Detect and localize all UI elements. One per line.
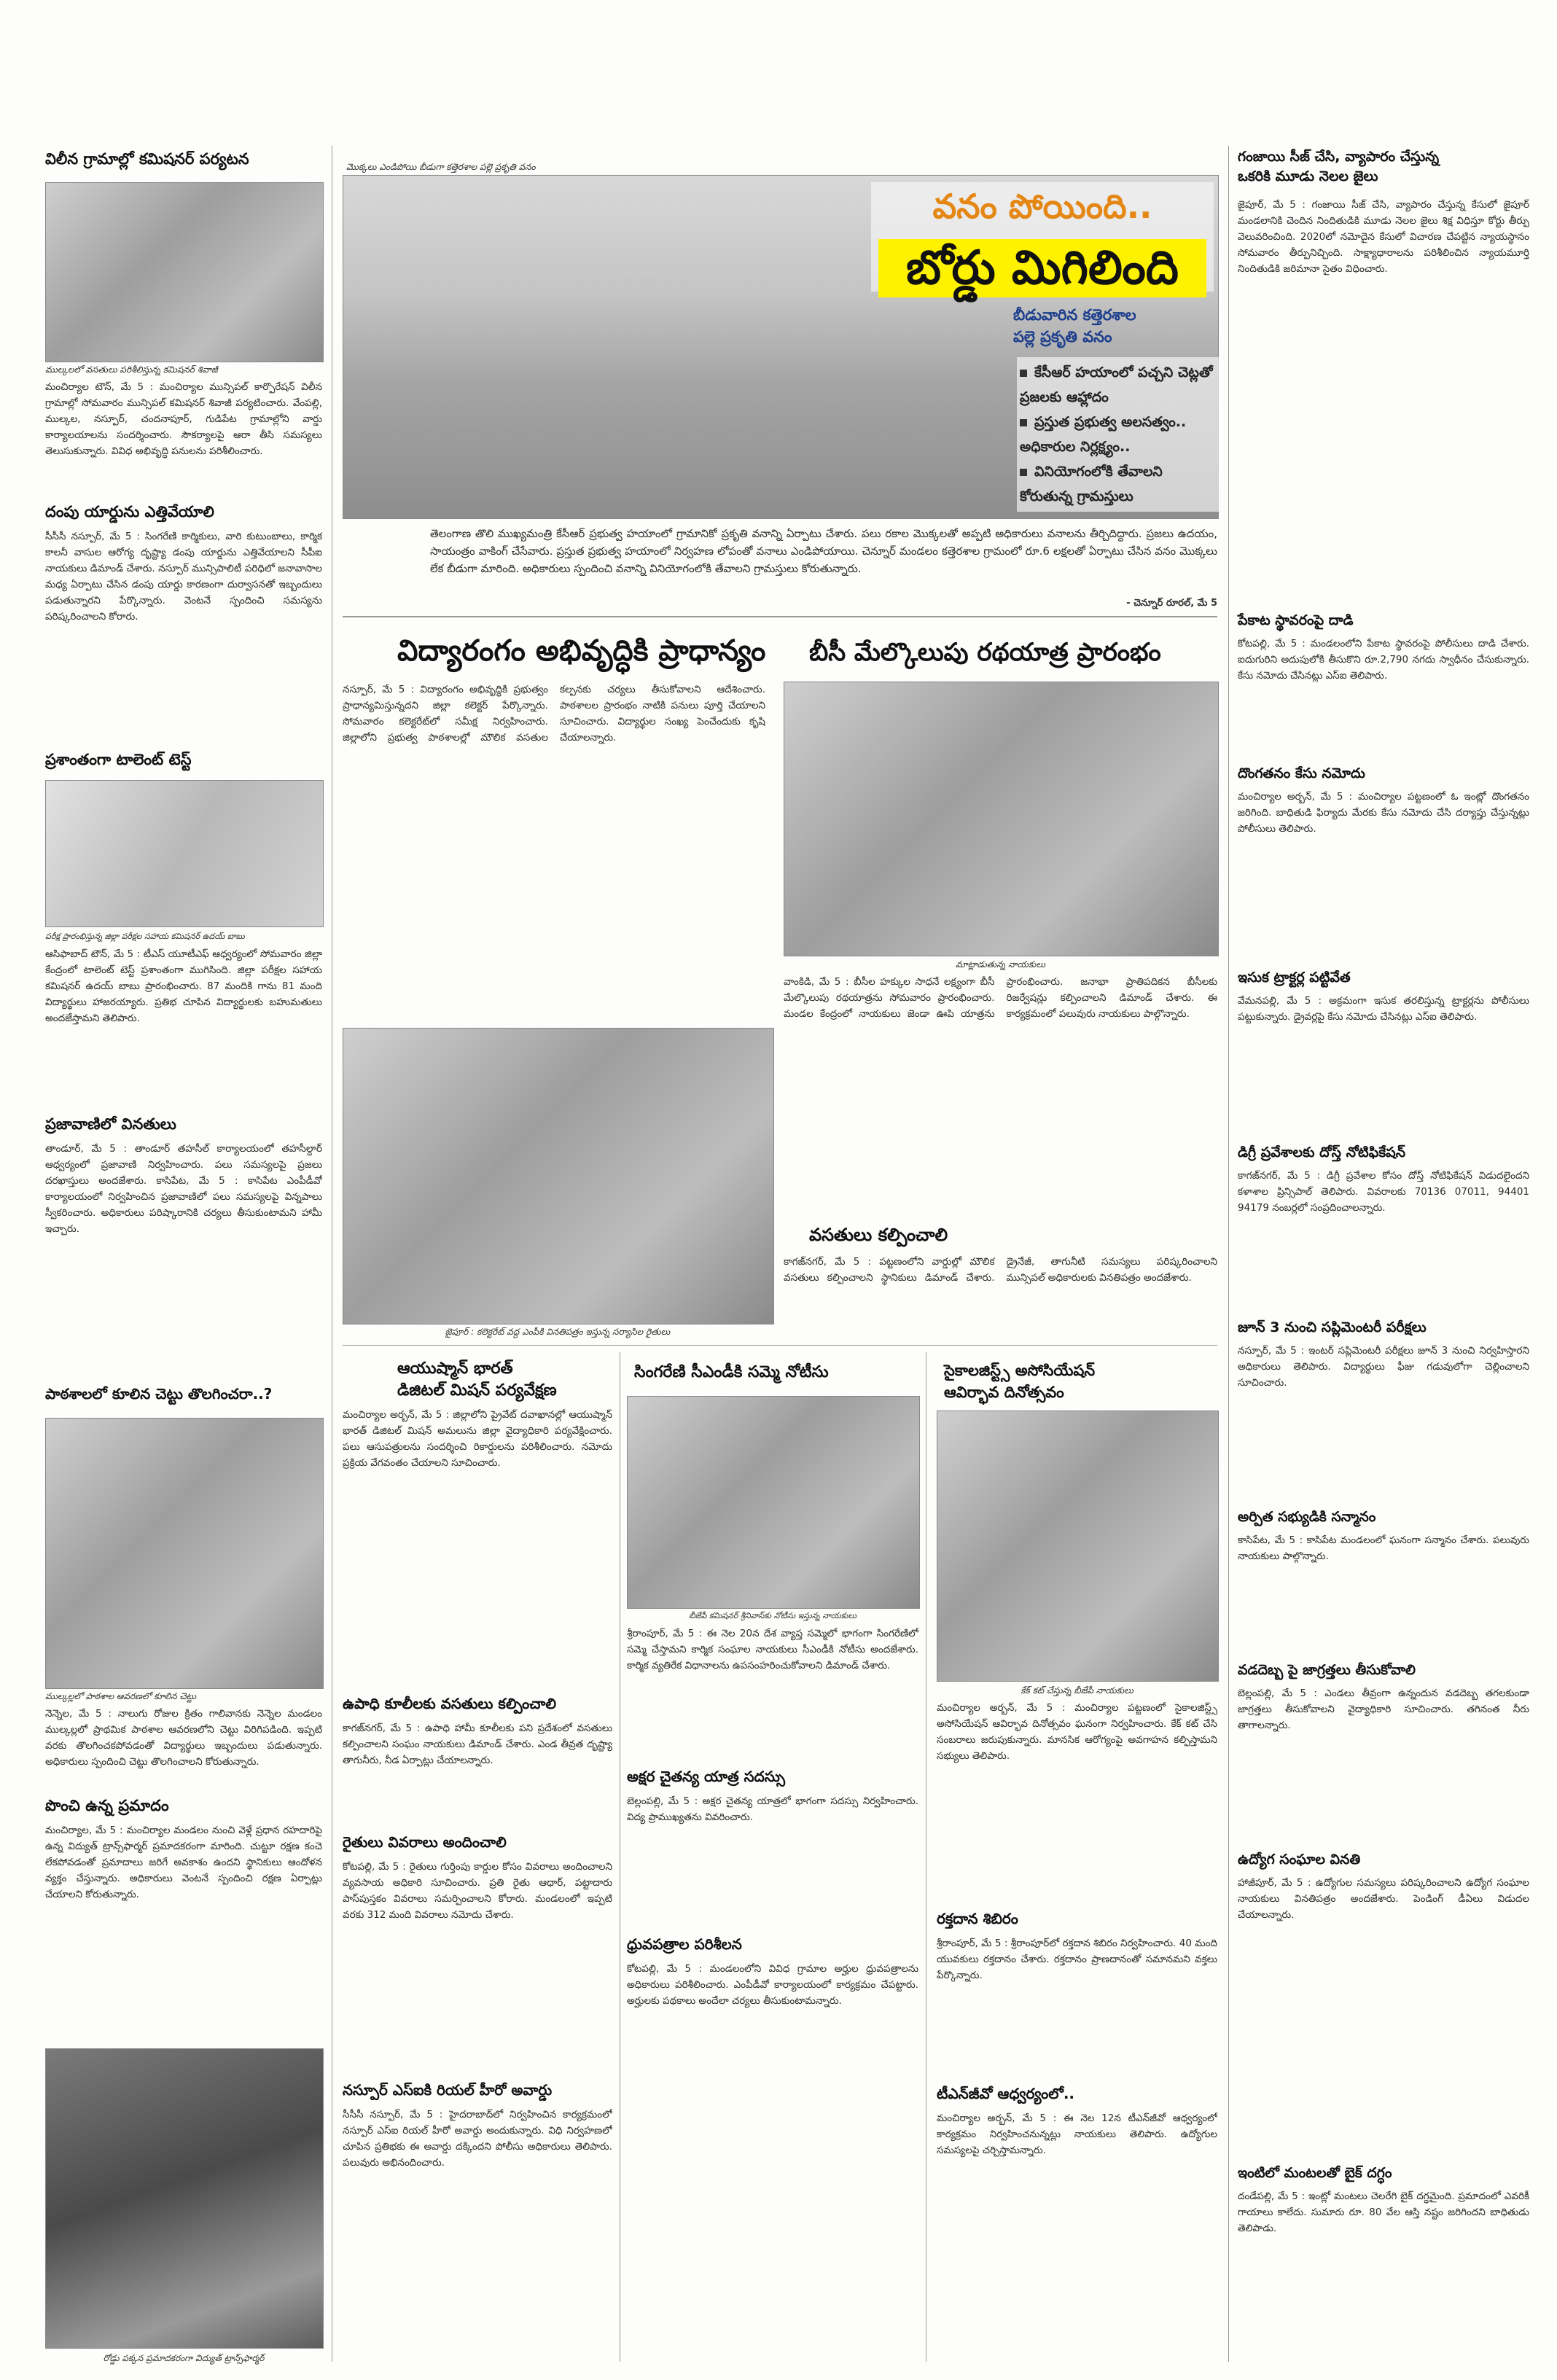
photo-caption: జైపూర్ : కలెక్టరేట్ వద్ద ఎంపీకి వినతిపత్రం ఇస్తున్న సర్యాసిల రైతులు (445, 1327, 671, 1337)
headline-akshara: అక్షర చైతన్య యాత్ర సదస్సు (627, 1768, 785, 1785)
feature-title-line2: బోర్డు మిగిలింది (878, 239, 1206, 297)
headline-employees: ఉద్యోగ సంఘాల వినతి (1238, 1852, 1361, 1868)
headline-commissioner-visit: విలీన గ్రామాల్లో కమిషనర్ పర్యటన (45, 150, 249, 168)
photo-caption: మాట్లాడుతున్న నాయకులు (956, 959, 1045, 969)
headline-ganja (1238, 149, 1529, 188)
headline-psychologists-line2: ఆవిర్భావ దినోత్సవం (944, 1384, 1064, 1401)
headline-bc-rathayatra: బీసీ మేల్కొలుపు రథయాత్ర ప్రారంభం (809, 638, 1161, 667)
article-body: మంచిర్యాల అర్బన్, మే 5 : ఈ నెల 12న టీఎన్‌జీవో ఆధ్వర్యంలో కార్యక్రమం నిర్వహించనున్నట్లు నాయకులు తెలిపారు. ఉద్యోగుల సమస్యలపై చర్చిస్తామన్నారు. (937, 2112, 1217, 2156)
feature-byline: - చెన్నూర్ రూరల్, మే 5 (1126, 598, 1217, 609)
article-body: బెల్లంపల్లి, మే 5 : ఎండలు తీవ్రంగా ఉన్నందున వడదెబ్బ తగలకుండా జాగ్రత్తలు తీసుకోవాలని వైద్యాధికారి సూచించారు. తగినంత నీరు తాగాలన్నారు. (1238, 1688, 1529, 1731)
article-body: బెల్లంపల్లి, మే 5 : అక్షర చైతన్య యాత్రలో భాగంగా సదస్సు నిర్వహించారు. విద్య ప్రాముఖ్యతను వివరించారు. (627, 1795, 918, 1823)
headline-fallen-tree: పాఠశాలలో కూలిన చెట్టు తొలగించరా..? (45, 1385, 273, 1402)
headline-ayushman (397, 1359, 616, 1403)
headline-theft: దొంగతనం కేసు నమోదు (1238, 765, 1365, 781)
article-body: హాజీపూర్, మే 5 : ఉద్యోగుల సమస్యలు పరిష్కరించాలని ఉద్యోగ సంఘాల నాయకులు వినతిపత్రం అందజేశారు. పెండింగ్ డీఏలు విడుదల చేయాలన్నారు. (1238, 1877, 1529, 1921)
headline-certificates: ధ్రువపత్రాల పరిశీలన (627, 1935, 742, 1953)
feature-bullets (1017, 357, 1220, 512)
photo-commissioner (45, 182, 324, 362)
feature-bullet: వినియోగంలోకి తేవాలని కోరుతున్న గ్రామస్తులు (1020, 464, 1163, 504)
photo-transformer (45, 2048, 324, 2349)
headline-supplementary: జూన్ 3 నుంచి సప్లిమెంటరీ పరీక్షలు (1238, 1319, 1427, 1335)
article-body: సీసీసీ నస్పూర్, మే 5 : సింగరేణి కార్మికులు, వారి కుటుంబాలు, కార్మిక కాలనీ వాసుల ఆరోగ్య దృష్ట్యా డంపు యార్డును ఎత్తివేయాలని సీపీఐ నాయకులు డిమాండ్ చేశారు. నస్పూర్ మున్సిపాలిటీ పరిధిలో జనావాసాల మధ్య ఏర్పాటు చేసిన డంపు యార్డు కారణంగా దుర్వాసనతో ఇబ్బందులు పడుతున్నారని పేర్కొన్నారు. వెంటనే స్పందించి సమస్యను పరిష్కరించాలని కోరారు. (45, 531, 322, 623)
headline-heatstroke: వడదెబ్బ పై జాగ్రత్తలు తీసుకోవాలి (1238, 1662, 1416, 1678)
article-body: మంచిర్యాల అర్బన్, మే 5 : మంచిర్యాల పట్టణంలో సైకాలజిస్ట్స్ అసోసియేషన్ ఆవిర్భావ దినోత్సవం ఘనంగా నిర్వహించారు. కేక్ కట్ చేసి సంబరాలు జరుపుకున్నారు. మానసిక ఆరోగ్యంపై అవగాహన కల్పిస్తామని సభ్యులు తెలిపారు. (937, 1702, 1217, 1762)
column-divider (1228, 146, 1229, 2362)
feature-photo-caption: మొక్కలు ఎండిపోయి బీడుగా కత్తెరశాల పల్లె ప్రకృతి వనం (346, 162, 536, 172)
headline-singareni: సింగరేణి సీఎండీకి సమ్మె నోటీసు (634, 1363, 829, 1381)
headline-danger: పొంచి ఉన్న ప్రమాదం (45, 1797, 169, 1814)
headline-ganja-line1: గంజాయి సీజ్ చేసి, వ్యాపారం చేస్తున్న (1238, 149, 1440, 165)
headline-psychologists (944, 1362, 1214, 1405)
headline-real-hero: నస్పూర్ ఎస్‌ఐకి రియల్ హీరో అవార్డు (343, 2081, 553, 2099)
headline-prajavani: ప్రజావాణిలో వినతులు (45, 1115, 176, 1133)
headline-sand-tractors: ఇసుక ట్రాక్టర్ల పట్టివేత (1238, 969, 1351, 986)
article-body: కోటపల్లి, మే 5 : రైతులు గుర్తింపు కార్డుల కోసం వివరాలు అందించాలని వ్యవసాయ అధికారి సూచించారు. ప్రతి రైతు ఆధార్, పట్టాదారు పాస్‌పుస్తకం వివరాలు సమర్పించాలని కోరారు. మండలంలో ఇప్పటి వరకు 312 మంది వివరాలు నమోదు చేశారు. (343, 1861, 612, 1921)
article-body: వేమనపల్లి, మే 5 : అక్రమంగా ఇసుక తరలిస్తున్న ట్రాక్టర్లను పోలీసులు పట్టుకున్నారు. డ్రైవర్లపై కేసు నమోదు చేసినట్లు ఎస్‌ఐ తెలిపారు. (1238, 995, 1529, 1023)
headline-dost: డిగ్రీ ప్రవేశాలకు దోస్త్ నోటిఫికేషన్ (1238, 1144, 1406, 1160)
photo-caption: పరీక్ష ప్రారంభిస్తున్న జిల్లా పరీక్షల సహాయ కమిషనర్ ఉదయ్ బాబు (45, 932, 245, 941)
headline-ayushman-line1: ఆయుష్మాన్ భారత్ (397, 1359, 513, 1378)
article-body: ఆసిఫాబాద్ టౌన్, మే 5 : టీఎస్ యూటీఎఫ్ ఆధ్వర్యంలో సోమవారం జిల్లా కేంద్రంలో టాలెంట్ టెస్ట్ ప్రశాంతంగా ముగిసింది. జిల్లా పరీక్షల సహాయ కమిషనర్ ఉదయ్ బాబు ప్రారంభించారు. 87 మందికి గాను 81 మంది విద్యార్థులు హాజరయ్యారు. ప్రతిభ చూపిన విద్యార్థులకు బహుమతులు అందజేస్తామని తెలిపారు. (45, 948, 322, 1024)
feature-subtitle-line1: బీడువారిన కత్తెరశాల (1013, 306, 1136, 324)
article-body: వాంకిడి, మే 5 : బీసీల హక్కుల సాధనే లక్ష్యంగా బీసీ మేల్కొలుపు రథయాత్రను సోమవారం ప్రారంభించారు. మండల కేంద్రంలో నాయకులు జెండా ఊపి యాత్రను ప్రారంభించారు. జనాభా ప్రాతిపదికన బీసీలకు రిజర్వేషన్లు కల్పించాలని డిమాండ్ చేశారు. ఈ కార్యక్రమంలో పలువురు నాయకులు పాల్గొన్నారు. (784, 976, 1217, 1020)
article-body: శ్రీరాంపూర్, మే 5 : ఈ నెల 20న దేశ వ్యాప్త సమ్మెలో భాగంగా సింగరేణిలో సమ్మె చేస్తామని కార్మిక సంఘాల నాయకులు సీఎండీకి నోటీసు అందజేశారు. కార్మిక వ్యతిరేక విధానాలను ఉపసంహరించుకోవాలని డిమాండ్ చేశారు. (627, 1628, 918, 1671)
photo-cake-cut (937, 1411, 1219, 1682)
photo-rathayatra (784, 682, 1219, 956)
headline-gambling: పేకాట స్థావరంపై దాడి (1238, 612, 1354, 628)
photo-caption: బీజేపీ కమిషనర్ శ్రీనివాస్‌కు నోటీసు ఇస్తున్న నాయకులు (689, 1611, 856, 1620)
headline-psychologists-line1: సైకాలజిస్ట్స్ అసోసియేషన్ (944, 1362, 1096, 1379)
headline-dump-yard: దంపు యార్డును ఎత్తివేయాలి (45, 503, 214, 520)
feature-title-box (871, 182, 1214, 295)
article-body: కాగజ్‌నగర్, మే 5 : డిగ్రీ ప్రవేశాల కోసం దోస్త్ నోటిఫికేషన్ విడుదలైందని కళాశాల ప్రిన్సిపాల్ తెలిపారు. వివరాలకు 70136 07011, 94401 94179 నంబర్లలో సంప్రదించాలన్నారు. (1238, 1170, 1529, 1214)
headline-tngo: టీఎన్‌జీవో ఆధ్వర్యంలో.. (937, 2085, 1075, 2102)
article-body: కోటపల్లి, మే 5 : మండలంలోని పేకాట స్థావరంపై పోలీసులు దాడి చేశారు. ఐదుగురిని అదుపులోకి తీసుకొని రూ.2,790 నగదు స్వాధీనం చేసుకున్నారు. కేసు నమోదు చేసినట్లు ఎస్‌ఐ తెలిపారు. (1238, 638, 1529, 682)
article-body: జైపూర్, మే 5 : గంజాయి సీజ్ చేసి, వ్యాపారం చేస్తున్న కేసులో జైపూర్ మండలానికి చెందిన నిందితుడికి మూడు నెలల జైలు శిక్ష విధిస్తూ కోర్టు తీర్పు వెలువరించింది. 2020లో నమోదైన కేసులో విచారణ చేపట్టిన న్యాయస్థానం సోమవారం తీర్పునిచ్చింది. సాక్ష్యాధారాలను పరిశీలించిన న్యాయమూర్తి నిందితుడికి జరిమానా సైతం విధించారు. (1238, 199, 1529, 275)
photo-caption: ముల్కలలో వసతులు పరిశీలిస్తున్న కమిషనర్ శివాజీ (45, 364, 218, 375)
article-body: కాగజ్‌నగర్, మే 5 : పట్టణంలోని వార్డుల్లో మౌలిక వసతులు కల్పించాలని స్థానికులు డిమాండ్ చేశారు. డ్రైనేజీ, తాగునీటి సమస్యలు పరిష్కరించాలని మున్సిపల్ అధికారులకు వినతిపత్రం అందజేశారు. (784, 1256, 1217, 1284)
article-body: మంచిర్యాల అర్బన్, మే 5 : జిల్లాలోని ప్రైవేట్ దవాఖానల్లో ఆయుష్మాన్ భారత్ డిజిటల్ మిషన్ అమలును జిల్లా వైద్యాధికారి పర్యవేక్షించారు. పలు ఆసుపత్రులను సందర్శించి రికార్డులను పరిశీలించారు. నమోదు ప్రక్రియ వేగవంతం చేయాలని సూచించారు. (343, 1409, 612, 1469)
feature-bullet: కేసీఆర్ హయాంలో పచ్చని చెట్లతో ప్రజలకు ఆహ్లాదం (1020, 364, 1213, 405)
article-body: తాండూర్, మే 5 : తాండూర్ తహసీల్ కార్యాలయంలో తహసీల్దార్ ఆధ్వర్యంలో ప్రజావాణి నిర్వహించారు. పలు సమస్యలపై ప్రజలు దరఖాస్తులు అందజేశారు. కాసిపేట, మే 5 : కాసిపేట ఎంపీడీవో కార్యాలయంలో నిర్వహించిన ప్రజావాణిలో పలు సమస్యలపై విన్నపాలు స్వీకరించారు. అధికారులు పరిష్కారానికి చర్యలు తీసుకుంటామని హామీ ఇచ్చారు. (45, 1143, 322, 1235)
article-body: కాగజ్‌నగర్, మే 5 : ఉపాధి హామీ కూలీలకు పని ప్రదేశంలో వసతులు కల్పించాలని సంఘం నాయకులు డిమాండ్ చేశారు. ఎండ తీవ్రత దృష్ట్యా తాగునీరు, నీడ ఏర్పాట్లు చేయాలన్నారు. (343, 1722, 612, 1766)
headline-bike-fire: ఇంటిలో మంటలతో బైక్ దగ్ధం (1238, 2165, 1392, 2181)
article-body: నస్పూర్, మే 5 : విద్యారంగం అభివృద్ధికి ప్రభుత్వం ప్రాధాన్యమిస్తున్నదని జిల్లా కలెక్టర్ పేర్కొన్నారు. సోమవారం కలెక్టరేట్‌లో సమీక్ష నిర్వహించారు. జిల్లాలోని ప్రభుత్వ పాఠశాలల్లో మౌలిక వసతుల కల్పనకు చర్యలు తీసుకోవాలని ఆదేశించారు. పాఠశాలల ప్రారంభం నాటికి పనులు పూర్తి చేయాలని సూచించారు. విద్యార్థుల సంఖ్య పెంచేందుకు కృషి చేయాలన్నారు. (343, 684, 765, 744)
article-body: మంచిర్యాల, మే 5 : మంచిర్యాల మండలం నుంచి వెళ్లే ప్రధాన రహదారిపై ఉన్న విద్యుత్ ట్రాన్స్‌ఫార్మర్ ప్రమాదకరంగా మారింది. చుట్టూ రక్షణ కంచె లేకపోవడంతో ప్రమాదాలు జరిగే అవకాశం ఉందని స్థానికులు ఆందోళన వ్యక్తం చేస్తున్నారు. అధికారులు వెంటనే స్పందించి రక్షణ ఏర్పాట్లు చేయాలని కోరుతున్నారు. (45, 1825, 322, 1900)
article-body: దండేపల్లి, మే 5 : ఇంట్లో మంటలు చెలరేగి బైక్ దగ్ధమైంది. ప్రమాదంలో ఎవరికీ గాయాలు కాలేదు. సుమారు రూ. 80 వేల ఆస్తి నష్టం జరిగిందని బాధితుడు తెలిపాడు. (1238, 2190, 1529, 2234)
photo-singareni (627, 1396, 920, 1609)
section-divider (343, 1345, 1217, 1346)
headline-education: విద్యారంగం అభివృద్ధికి ప్రాధాన్యం (397, 634, 766, 668)
article-body: మంచిర్యాల అర్బన్, మే 5 : మంచిర్యాల పట్టణంలో ఓ ఇంట్లో దొంగతనం జరిగింది. బాధితుడి ఫిర్యాదు మేరకు కేసు నమోదు చేసి దర్యాప్తు చేస్తున్నట్లు పోలీసులు తెలిపారు. (1238, 791, 1529, 835)
feature-subtitle-line2: పల్లె ప్రకృతి వనం (1013, 328, 1112, 346)
headline-felicitation: అర్పిత సభ్యుడికి సన్మానం (1238, 1509, 1376, 1525)
photo-collectorate (343, 1028, 774, 1324)
headline-ganja-line2: ఒకరికి మూడు నెలల జైలు (1238, 168, 1378, 184)
article-body: మంచిర్యాల టౌన్, మే 5 : మంచిర్యాల మున్సిపల్ కార్పొరేషన్ విలీన గ్రామాల్లో సోమవారం మున్సిపల్ కమిషనర్ శివాజీ పర్యటించారు. వేంపల్లి, ముల్కల, నస్పూర్, చందనాపూర్, గుడిపేట గ్రామాల్లోని వార్డు కార్యాలయాలను సందర్శించారు. సౌకర్యాలపై ఆరా తీసి సమస్యలు తెలుసుకున్నారు. వివిధ అభివృద్ధి పనులను పరిశీలించారు. (45, 381, 322, 457)
feature-body: తెలంగాణ తొలి ముఖ్యమంత్రి కేసీఆర్ ప్రభుత్వ హయాంలో గ్రామానికో ప్రకృతి వనాన్ని ఏర్పాటు చేశారు. పలు రకాల మొక్కలతో అప్పటి అధికారులు వనాలను తీర్చిదిద్దారు. ప్రజలు ఉదయం, సాయంత్రం వాకింగ్ చేసేవారు. ప్రస్తుత ప్రభుత్వ హయాంలో నిర్వహణ లోపంతో వనాలు ఎండిపోయాయి. చెన్నూర్ మండలం కత్తెరశాల గ్రామంలో రూ.6 లక్షలతో ఏర్పాటు చేసిన వనం మొక్కలు లేక బీడుగా మారింది. అధికారులు స్పందించి వనాన్ని వినియోగంలోకి తేవాలని గ్రామస్తులు కోరుతున్నారు. (430, 527, 1217, 575)
article-body: నెన్నెల, మే 5 : నాలుగు రోజుల క్రితం గాలివానకు నెన్నెల మండలం ముల్కల్లలో ప్రాథమిక పాఠశాల ఆవరణలోని చెట్టు విరిగిపడింది. ఇప్పటి వరకు తొలగించకపోవడంతో విద్యార్థులు ఇబ్బందులు పడుతున్నారు. అధికారులు స్పందించి చెట్టు తొలగించాలని కోరుతున్నారు. (45, 1708, 322, 1768)
photo-fallen-tree (45, 1418, 324, 1689)
feature-subtitle (1013, 306, 1210, 350)
article-body: కాసిపేట, మే 5 : కాసిపేట మండలంలో ఘనంగా సన్మానం చేశారు. పలువురు నాయకులు పాల్గొన్నారు. (1238, 1534, 1529, 1562)
article-body: శ్రీరాంపూర్, మే 5 : శ్రీరాంపూర్‌లో రక్తదాన శిబిరం నిర్వహించారు. 40 మంది యువకులు రక్తదానం చేశారు. రక్తదానం ప్రాణదానంతో సమానమని వక్తలు పేర్కొన్నారు. (937, 1938, 1217, 1981)
feature-bullet: ప్రస్తుత ప్రభుత్వ అలసత్వం.. అధికారుల నిర్లక్ష్యం.. (1020, 414, 1187, 455)
article-body: కోటపల్లి, మే 5 : మండలంలోని వివిధ గ్రామాల అర్హుల ధ్రువపత్రాలను అధికారులు పరిశీలించారు. ఎంపీడీవో కార్యాలయంలో కార్యక్రమం చేపట్టారు. అర్హులకు పథకాలు అందేలా చర్యలు తీసుకుంటామన్నారు. (627, 1963, 918, 2007)
headline-ayushman-line2: డిజిటల్ మిషన్ పర్యవేక్షణ (397, 1381, 557, 1400)
article-body: సీసీసీ నస్పూర్, మే 5 : హైదరాబాద్‌లో నిర్వహించిన కార్యక్రమంలో నస్పూర్ ఎస్‌ఐ రియల్ హీరో అవార్డు అందుకున్నారు. విధి నిర్వహణలో చూపిన ప్రతిభకు ఈ అవార్డు దక్కిందని పోలీసు అధికారులు తెలిపారు. పలువురు అభినందించారు. (343, 2109, 612, 2169)
headline-blood-donation: రక్తదాన శిబిరం (937, 1910, 1018, 1927)
photo-talent-test (45, 780, 324, 927)
photo-caption: రోడ్డు పక్కన ప్రమాదకరంగా విద్యుత్ ట్రాన్స్‌ఫార్మర్ (103, 2353, 265, 2363)
headline-upadhi: ఉపాధి కూలీలకు వసతులు కల్పించాలి (343, 1695, 557, 1712)
headline-facilities: వసతులు కల్పించాలి (809, 1225, 948, 1245)
photo-caption: ముల్కల్లలో పాఠశాల ఆవరణలో కూలిన చెట్టు (45, 1691, 197, 1701)
headline-talent-test: ప్రశాంతంగా టాలెంట్ టెస్ట్ (45, 751, 192, 768)
feature-title-line1: వనం పోయింది.. (932, 187, 1152, 226)
photo-caption: కేక్ కట్ చేస్తున్న బీజేపీ నాయకులు (1021, 1685, 1133, 1696)
article-body: నస్పూర్, మే 5 : ఇంటర్ సప్లిమెంటరీ పరీక్షలు జూన్ 3 నుంచి నిర్వహిస్తారని అధికారులు తెలిపారు. విద్యార్థులు ఫీజు గడువులోగా చెల్లించాలని సూచించారు. (1238, 1345, 1529, 1389)
section-divider (343, 616, 1217, 617)
headline-farmers: రైతులు వివరాలు అందించాలి (343, 1833, 507, 1851)
